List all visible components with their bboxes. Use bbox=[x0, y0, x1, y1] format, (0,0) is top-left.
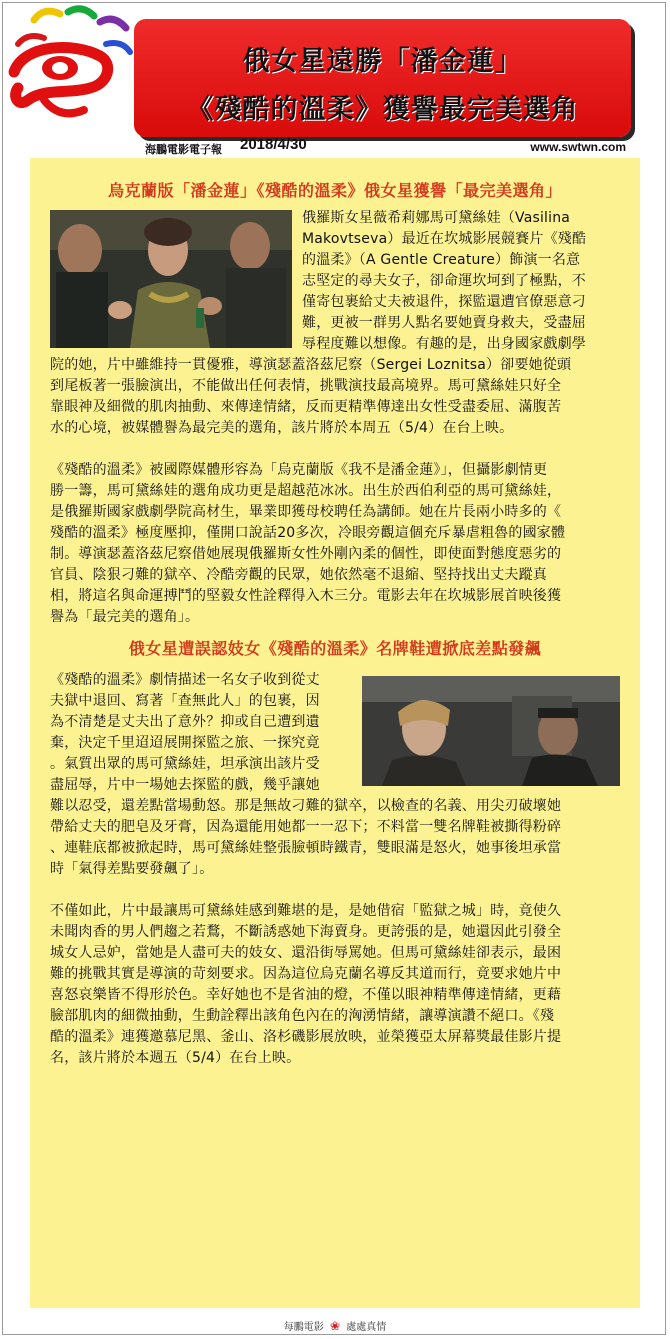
footer bbox=[0, 1318, 670, 1333]
text-line: 、連鞋底都被掀起時，馬可黛絲娃整張臉頓時鐵青，雙眼滿是怒火，她事後坦承當 bbox=[50, 840, 562, 856]
text-line: 殘酷的溫柔》極度壓抑，僅開口說話20多次，冷眼旁觀這個充斥暴虐粗魯的國家體 bbox=[50, 525, 566, 541]
swtwn-logo bbox=[4, 4, 138, 128]
text-line: 名，該片將於本週五（5/4）在台上映。 bbox=[50, 1050, 301, 1066]
text-line: 盡屈辱，片中一場她去探監的戲，幾乎讓她 bbox=[50, 777, 320, 793]
article-p3-full bbox=[50, 796, 636, 880]
article-photo-1 bbox=[50, 210, 292, 348]
text-line: 靠眼神及細微的肌肉抽動、來傳達情緒，反而更精準傳達出女性受盡委屈、滿腹苦 bbox=[50, 399, 562, 415]
article-photo-2 bbox=[362, 676, 620, 786]
article-panel bbox=[30, 158, 640, 1308]
article-p1-wrap bbox=[302, 208, 632, 355]
text-line: 帶給丈夫的肥皂及牙膏，因為還能用她都一一忍下；不料當一雙名牌鞋被撕得粉碎 bbox=[50, 819, 562, 835]
text-line: 酷的溫柔》連獲邀慕尼黑、釜山、洛杉磯影展放映，並榮獲亞太屏幕獎最佳影片提 bbox=[50, 1029, 562, 1045]
text-line: 俄羅斯女星薇希莉娜馬可黛絲娃（Vasilina bbox=[302, 210, 571, 226]
article-p2 bbox=[50, 460, 636, 628]
text-line: 制。導演瑟蓋洛茲尼察借她展現俄羅斯女性外剛內柔的個性，即使面對態度惡劣的 bbox=[50, 546, 562, 562]
title-banner bbox=[134, 19, 631, 137]
text-line: 不僅如此，片中最讓馬可黛絲娃感到難堪的是，是她借宿「監獄之城」時，竟使久 bbox=[50, 903, 562, 919]
text-line: 的溫柔》（A Gentle Creature）飾演一名意 bbox=[302, 252, 581, 268]
text-line: 。氣質出眾的馬可黛絲娃，坦承演出該片受 bbox=[50, 756, 320, 772]
banner-title-line1: 俄女星遠勝「潘金蓮」 bbox=[242, 46, 523, 77]
text-line: 到尾板著一張臉演出，不能做出任何表情，挑戰演技最高境界。馬可黛絲娃只好全 bbox=[50, 378, 562, 394]
text-line: 臉部肌肉的細微抽動，生動詮釋出該角色內在的洶湧情緒，讓導演讚不絕口。《殘 bbox=[50, 1008, 555, 1024]
text-line: 難以忍受，還差點當場動怒。那是無故刁難的獄卒，以檢查的名義、用尖刃破壞她 bbox=[50, 798, 562, 814]
publication-date: 2018/4/30 bbox=[240, 136, 307, 153]
article-p3-wrap bbox=[50, 670, 360, 796]
footer-logo-icon: ❀ bbox=[329, 1319, 341, 1333]
publication-url[interactable]: www.swtwn.com bbox=[530, 140, 626, 154]
text-line: 水的心境，被媒體譽為最完美的選角，該片將於本周五（5/4）在台上映。 bbox=[50, 420, 514, 436]
text-line: 夫獄中退回、寫著「查無此人」的包裹，因 bbox=[50, 693, 320, 709]
text-line: 棄，決定千里迢迢展開探監之旅、一探究竟 bbox=[50, 735, 320, 751]
text-line: 志堅定的尋夫女子，卻命運坎坷到了極點，不 bbox=[302, 273, 586, 289]
text-line: 為不清楚是丈夫出了意外？抑或自己遭到遺 bbox=[50, 714, 320, 730]
text-line: 院的她，片中雖維持一貫優雅，導演瑟蓋洛茲尼察（Sergei Loznitsa）卻要她從頭 bbox=[50, 357, 572, 373]
text-line: 難，更被一群男人點名要她賣身救夫，受盡屈 bbox=[302, 315, 586, 331]
text-line: 譽為「最完美的選角」。 bbox=[50, 609, 200, 625]
footer-right: 處處真情 bbox=[346, 1322, 387, 1333]
banner-title-line2: 《殘酷的溫柔》獲譽最完美選角 bbox=[186, 94, 579, 125]
text-line: 勝一籌，馬可黛絲娃的選角成功更是超越范冰冰。出生於西伯利亞的馬可黛絲娃， bbox=[50, 483, 562, 499]
text-line: 是俄羅斯國家戲劇學院高材生，畢業即獲母校聘任為講師。她在片長兩小時多的《 bbox=[50, 504, 562, 520]
article-heading-1: 烏克蘭版「潘金蓮」《殘酷的溫柔》俄女星獲譽「最完美選角」 bbox=[107, 181, 562, 200]
text-line: 官員、陰狠刁難的獄卒、冷酷旁觀的民眾，她依然毫不退縮、堅持找出丈夫蹤真 bbox=[50, 567, 547, 583]
text-line: 難的挑戰其實是導演的苛刻要求。因為這位烏克蘭名導反其道而行，竟要求她片中 bbox=[50, 966, 562, 982]
article-p1-full bbox=[50, 355, 636, 439]
text-line: Makovtseva）最近在坎城影展競賽片《殘酷 bbox=[302, 231, 587, 247]
article-heading-2: 俄女星遭誤認妓女《殘酷的溫柔》名牌鞋遭掀底差點發飆 bbox=[128, 639, 542, 658]
text-line: 《殘酷的溫柔》被國際媒體形容為「烏克蘭版《我不是潘金蓮》」，但攝影劇情更 bbox=[50, 462, 548, 478]
text-line: 《殘酷的溫柔》劇情描述一名女子收到從丈 bbox=[50, 672, 320, 688]
text-line: 未聞肉香的男人們趨之若鶩，不斷誘惑她下海賣身。更誇張的是，她還因此引發全 bbox=[50, 924, 562, 940]
article-p4 bbox=[50, 901, 636, 1069]
text-line: 辱程度難以想像。有趣的是，出身國家戲劇學 bbox=[302, 336, 586, 352]
text-line: 喜怒哀樂皆不得形於色。幸好她也不是省油的燈，不僅以眼神精準傳達情緒，更藉 bbox=[50, 987, 562, 1003]
text-line: 僅寄包裹給丈夫被退件，探監還遭官僚惡意刁 bbox=[302, 294, 586, 310]
text-line: 城女人忌妒，當她是人盡可夫的妓女、還沿街辱罵她。但馬可黛絲娃卻表示，最困 bbox=[50, 945, 562, 961]
text-line: 時「氣得差點要發飆了」。 bbox=[50, 861, 214, 877]
footer-left: 每鵬電影 bbox=[283, 1322, 324, 1333]
publication-name: 海鵬電影電子報 bbox=[145, 143, 222, 156]
text-line: 相，將這名與命運搏鬥的堅毅女性詮釋得入木三分。電影去年在坎城影展首映後獲 bbox=[50, 588, 562, 604]
